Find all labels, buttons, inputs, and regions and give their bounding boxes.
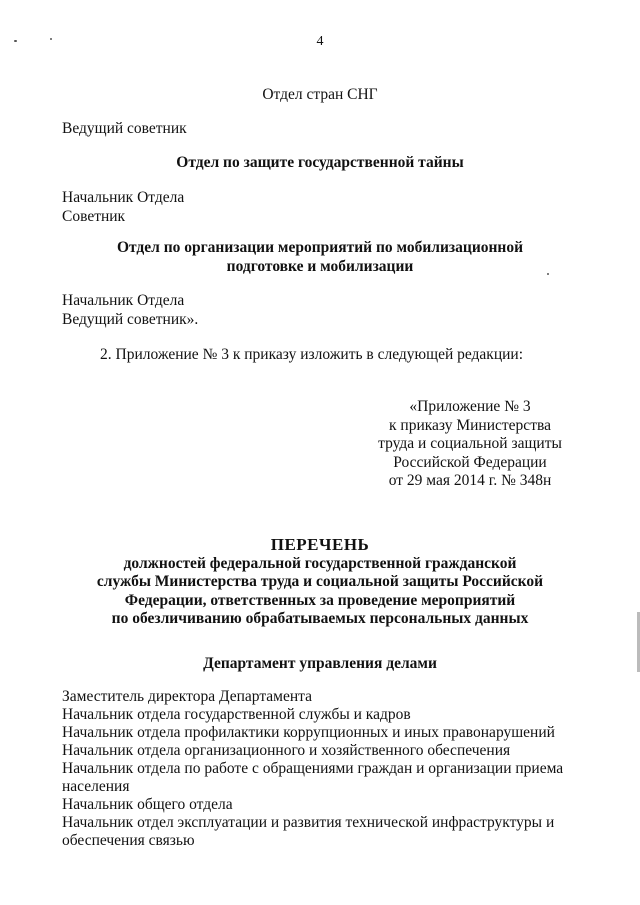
page-number: 4 [316, 34, 324, 49]
list-item: Начальник отдел эксплуатации и развития технической инфраструктуры и обеспечения связью [62, 814, 555, 849]
list-title-line: по обезличиванию обрабатываемых персональных данных [111, 610, 529, 627]
list-item: Начальник общего отдела [62, 796, 233, 813]
list-title-line: должностей федеральной государственной гражданской [123, 554, 517, 572]
appendix-line: от 29 мая 2014 г. № 348н [388, 472, 552, 489]
list-item: Начальник отдела по работе с обращениями граждан и организации приема населения [62, 760, 564, 795]
list-item: Начальник отдела организационного и хозяйственного обеспечения [62, 742, 511, 759]
cis-positions [62, 120, 187, 139]
mobilization-positions [62, 292, 198, 329]
state-secret-positions [62, 189, 184, 226]
appendix-line: Российской Федерации [393, 453, 547, 471]
appendix-line: к приказу Министерства [389, 416, 551, 434]
position-line: Ведущий советник [62, 120, 187, 137]
department-heading: Департамент управления делами [203, 655, 437, 672]
list-title-main: ПЕРЕЧЕНЬ [270, 535, 370, 554]
list-item: Начальник отдела государственной службы и кадров [62, 706, 411, 723]
list-item: Заместитель директора Департамента [62, 688, 312, 705]
appendix-line: труда и социальной защиты [378, 435, 562, 452]
list-item: Начальник отдела профилактики коррупционных и иных правонарушений [62, 724, 555, 741]
position-line: Советник [62, 207, 126, 225]
position-line: Начальник Отдела [62, 292, 185, 309]
mobilization-department-heading [0, 239, 640, 276]
position-line: Ведущий советник». [62, 310, 199, 328]
position-line: Начальник Отдела [62, 189, 185, 206]
heading-line: подготовке и мобилизации [226, 257, 414, 275]
list-title [0, 536, 640, 629]
list-title-line: службы Министерства труда и социальной защиты Российской [96, 573, 544, 590]
department-positions-list [62, 688, 572, 850]
list-title-line: Федерации, ответственных за проведение мероприятий [124, 591, 516, 609]
amendment-paragraph: 2. Приложение № 3 к приказу изложить в следующей редакции: [100, 346, 524, 363]
appendix-line: «Приложение № 3 [409, 398, 531, 415]
state-secret-department-heading: Отдел по защите государственной тайны [176, 154, 464, 171]
appendix-reference [360, 398, 580, 491]
heading-line: Отдел по организации мероприятий по мобилизационной [116, 239, 524, 256]
cis-department-heading: Отдел стран СНГ [262, 86, 378, 103]
